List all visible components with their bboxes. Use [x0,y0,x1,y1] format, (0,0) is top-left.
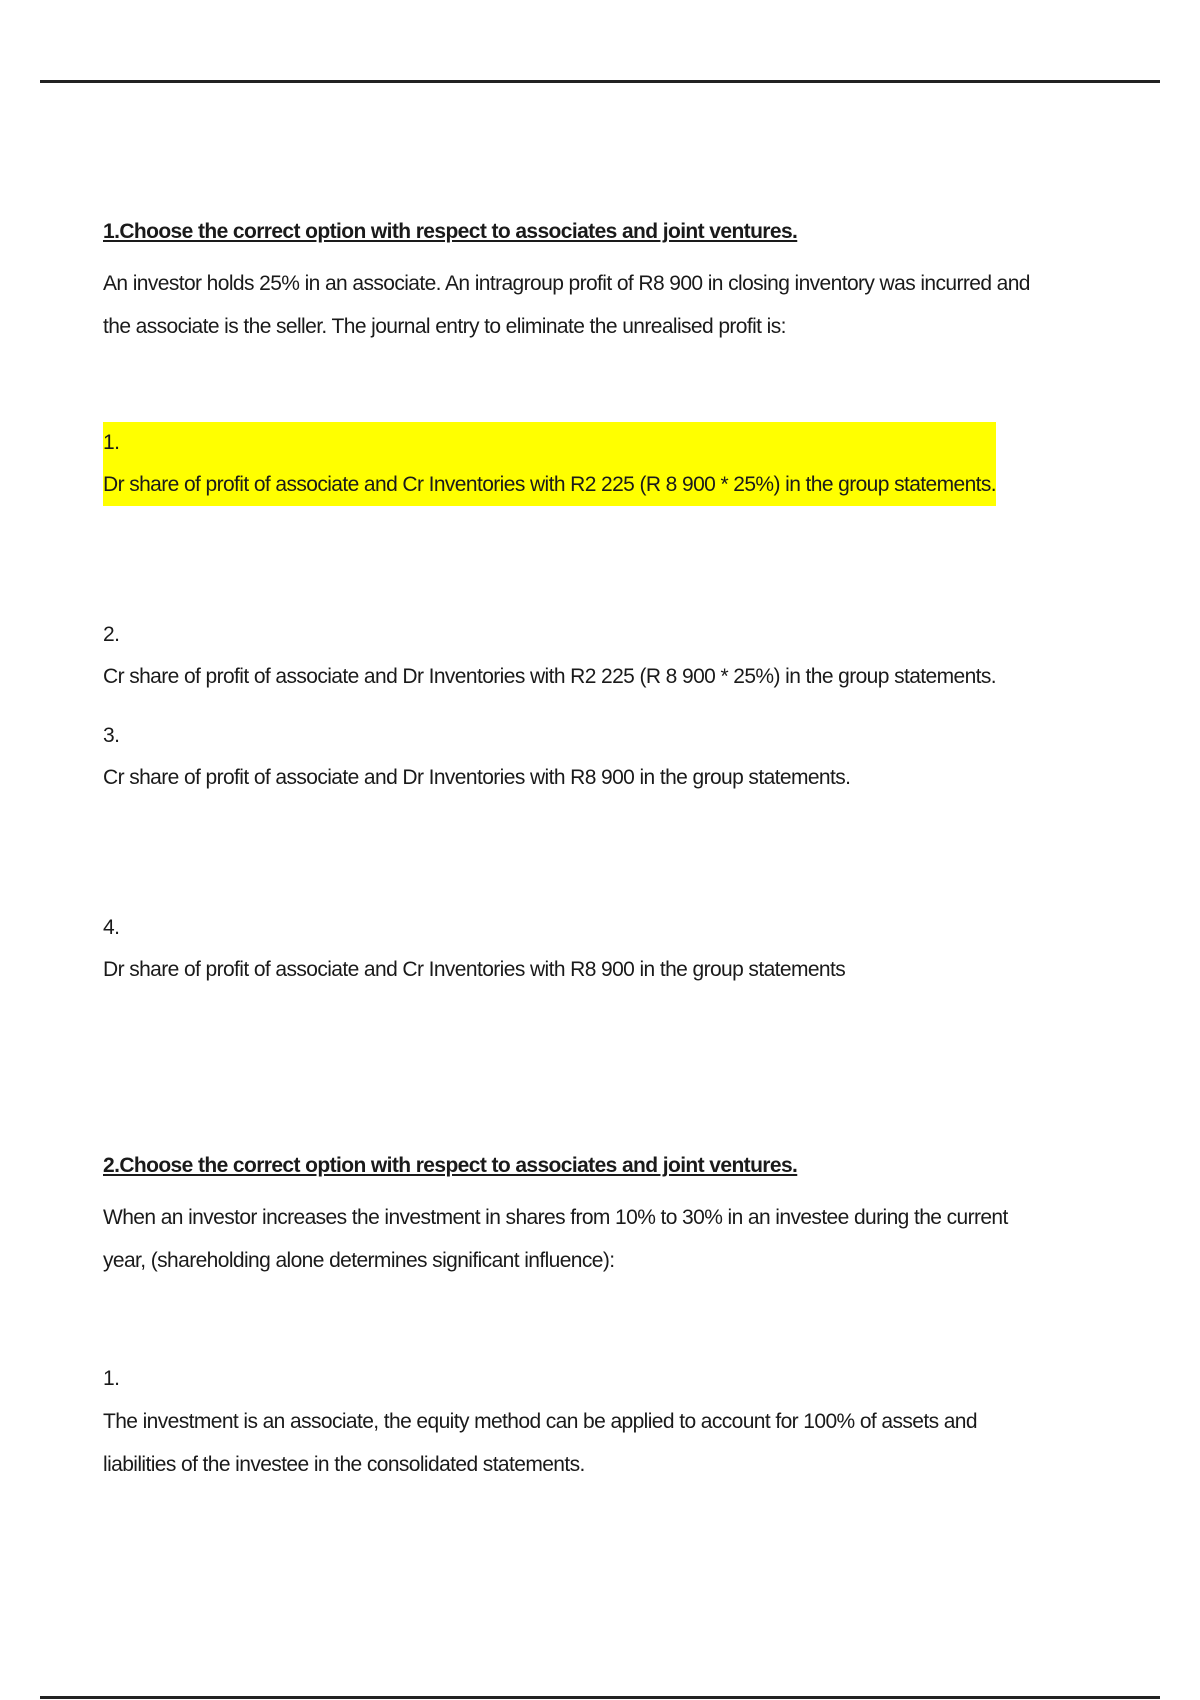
option-text: Dr share of profit of associate and Cr Inventories with R8 900 in the group statements [103,958,846,981]
question-1-heading: 1.Choose the correct option with respect to associates and joint ventures. [103,220,798,243]
question-1-option-1[interactable] [103,422,1033,506]
option-text: Dr share of profit of associate and Cr Inventories with R2 225 (R 8 900 * 25%) in the group statements. [103,473,997,496]
option-number: 2. [103,623,120,646]
option-text: Cr share of profit of associate and Dr Inventories with R8 900 in the group statements. [103,766,851,789]
option-number: 1. [103,1367,120,1390]
option-text: The investment is an associate, the equity method can be applied to account for 100% of assets and liabilities of the investee in the consolidated statements. [103,1410,977,1476]
question-2-text: When an investor increases the investment in shares from 10% to 30% in an investee during the current year, (shareholding alone determines significant influence): [103,1206,1008,1272]
option-number: 3. [103,724,120,747]
question-1-text: An investor holds 25% in an associate. An intragroup profit of R8 900 in closing inventory was incurred and the associate is the seller. The journal entry to eliminate the unrealised profit is: [103,272,1030,338]
question-1-option-3[interactable] [103,715,1033,799]
option-text: Cr share of profit of associate and Dr Inventories with R2 225 (R 8 900 * 25%) in the group statements. [103,665,997,688]
option-number: 4. [103,916,120,939]
question-1-option-2[interactable] [103,614,1033,698]
question-2 [103,1152,1033,1282]
answer-highlight [103,422,996,506]
top-rule [40,80,1160,83]
question-2-option-1[interactable] [103,1358,1033,1486]
bottom-rule [40,1696,1160,1699]
question-1 [103,218,1033,348]
question-1-option-4[interactable] [103,907,1033,991]
question-2-heading: 2.Choose the correct option with respect to associates and joint ventures. [103,1154,798,1177]
option-number: 1. [103,431,120,454]
